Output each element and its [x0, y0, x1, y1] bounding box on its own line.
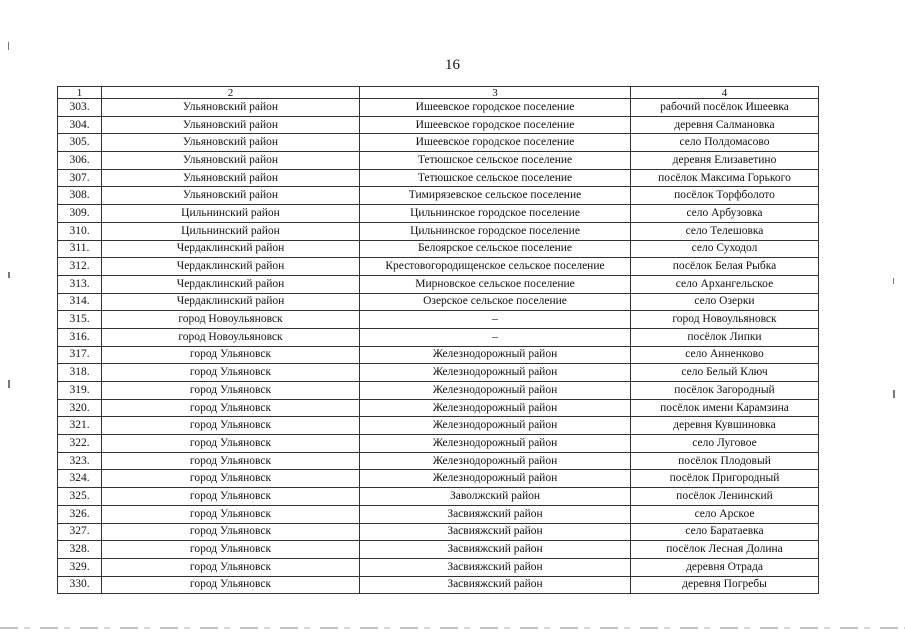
row-number-cell: 329.: [58, 558, 102, 576]
table-row: [58, 346, 819, 364]
settlement-unit-cell: Заволжский район: [360, 488, 631, 506]
table-row: [58, 417, 819, 435]
table-row: [58, 187, 819, 205]
row-number-cell: 317.: [58, 346, 102, 364]
locality-cell: село Телешовка: [631, 222, 819, 240]
table-row: [58, 364, 819, 382]
settlement-unit-cell: Озерское сельское поселение: [360, 293, 631, 311]
settlement-unit-cell: –: [360, 311, 631, 329]
locality-cell: деревня Елизаветино: [631, 152, 819, 170]
settlement-unit-cell: Железнодорожный район: [360, 435, 631, 453]
settlement-unit-cell: Железнодорожный район: [360, 382, 631, 400]
locality-cell: город Новоульяновск: [631, 311, 819, 329]
table-row: [58, 205, 819, 223]
table-row: [58, 99, 819, 117]
table-header: [58, 87, 819, 99]
municipality-cell: город Ульяновск: [102, 541, 360, 559]
municipality-cell: город Ульяновск: [102, 382, 360, 400]
scan-mark-left-top: [8, 42, 9, 50]
row-number-cell: 313.: [58, 275, 102, 293]
locality-cell: посёлок Максима Горького: [631, 169, 819, 187]
settlement-unit-cell: Ишеевское городское поселение: [360, 116, 631, 134]
municipality-cell: Цильнинский район: [102, 222, 360, 240]
settlement-unit-cell: Засвияжский район: [360, 523, 631, 541]
table-row: [58, 275, 819, 293]
table-row: [58, 240, 819, 258]
settlement-unit-cell: Засвияжский район: [360, 541, 631, 559]
table-row: [58, 152, 819, 170]
row-number-cell: 325.: [58, 488, 102, 506]
municipality-cell: город Ульяновск: [102, 523, 360, 541]
settlements-table: [57, 86, 819, 594]
table-row: [58, 558, 819, 576]
header-col-1: 1: [58, 87, 102, 99]
settlement-unit-cell: Цильнинское городское поселение: [360, 222, 631, 240]
row-number-cell: 306.: [58, 152, 102, 170]
municipality-cell: Цильнинский район: [102, 205, 360, 223]
municipality-cell: город Новоульяновск: [102, 311, 360, 329]
locality-cell: село Полдомасово: [631, 134, 819, 152]
row-number-cell: 326.: [58, 505, 102, 523]
settlement-unit-cell: Засвияжский район: [360, 558, 631, 576]
scan-mark-right-mid: [893, 390, 895, 398]
table-row: [58, 435, 819, 453]
row-number-cell: 320.: [58, 399, 102, 417]
locality-cell: посёлок Белая Рыбка: [631, 258, 819, 276]
row-number-cell: 312.: [58, 258, 102, 276]
scan-mark-left-low: [8, 380, 10, 388]
settlement-unit-cell: Крестовогородищенское сельское поселение: [360, 258, 631, 276]
municipality-cell: Чердаклинский район: [102, 240, 360, 258]
locality-cell: посёлок имени Карамзина: [631, 399, 819, 417]
municipality-cell: Чердаклинский район: [102, 258, 360, 276]
settlement-unit-cell: Засвияжский район: [360, 505, 631, 523]
municipality-cell: город Ульяновск: [102, 417, 360, 435]
table-row: [58, 134, 819, 152]
municipality-cell: Ульяновский район: [102, 169, 360, 187]
municipality-cell: Ульяновский район: [102, 134, 360, 152]
locality-cell: деревня Салмановка: [631, 116, 819, 134]
locality-cell: посёлок Торфболото: [631, 187, 819, 205]
row-number-cell: 322.: [58, 435, 102, 453]
row-number-cell: 327.: [58, 523, 102, 541]
locality-cell: посёлок Загородный: [631, 382, 819, 400]
locality-cell: посёлок Ленинский: [631, 488, 819, 506]
settlement-unit-cell: –: [360, 328, 631, 346]
municipality-cell: Ульяновский район: [102, 116, 360, 134]
locality-cell: посёлок Лесная Долина: [631, 541, 819, 559]
municipality-cell: Чердаклинский район: [102, 293, 360, 311]
municipality-cell: Ульяновский район: [102, 152, 360, 170]
page-number: 16: [445, 57, 460, 73]
municipality-cell: Ульяновский район: [102, 99, 360, 117]
scan-mark-right-top: [893, 278, 894, 284]
municipality-cell: Ульяновский район: [102, 187, 360, 205]
locality-cell: посёлок Пригородный: [631, 470, 819, 488]
municipality-cell: город Ульяновск: [102, 470, 360, 488]
row-number-cell: 324.: [58, 470, 102, 488]
settlement-unit-cell: Железнодорожный район: [360, 399, 631, 417]
table-row: [58, 222, 819, 240]
settlement-unit-cell: Тимирязевское сельское поселение: [360, 187, 631, 205]
settlement-unit-cell: Железнодорожный район: [360, 417, 631, 435]
table-row: [58, 169, 819, 187]
row-number-cell: 303.: [58, 99, 102, 117]
row-number-cell: 316.: [58, 328, 102, 346]
header-col-3: 3: [360, 87, 631, 99]
municipality-cell: город Новоульяновск: [102, 328, 360, 346]
locality-cell: село Архангельское: [631, 275, 819, 293]
locality-cell: деревня Погребы: [631, 576, 819, 594]
settlement-unit-cell: Тетюшское сельское поселение: [360, 169, 631, 187]
table-row: [58, 116, 819, 134]
row-number-cell: 330.: [58, 576, 102, 594]
row-number-cell: 321.: [58, 417, 102, 435]
settlement-unit-cell: Засвияжский район: [360, 576, 631, 594]
row-number-cell: 305.: [58, 134, 102, 152]
header-row: [58, 87, 819, 99]
locality-cell: село Баратаевка: [631, 523, 819, 541]
municipality-cell: город Ульяновск: [102, 452, 360, 470]
settlement-unit-cell: Железнодорожный район: [360, 346, 631, 364]
locality-cell: село Анненково: [631, 346, 819, 364]
header-col-2: 2: [102, 87, 360, 99]
locality-cell: село Луговое: [631, 435, 819, 453]
municipality-cell: город Ульяновск: [102, 435, 360, 453]
row-number-cell: 314.: [58, 293, 102, 311]
municipality-cell: город Ульяновск: [102, 576, 360, 594]
row-number-cell: 307.: [58, 169, 102, 187]
table-row: [58, 382, 819, 400]
table-row: [58, 328, 819, 346]
settlement-unit-cell: Цильнинское городское поселение: [360, 205, 631, 223]
row-number-cell: 323.: [58, 452, 102, 470]
scan-mark-left-mid: [8, 272, 10, 278]
settlement-unit-cell: Тетюшское сельское поселение: [360, 152, 631, 170]
header-col-4: 4: [631, 87, 819, 99]
locality-cell: село Суходол: [631, 240, 819, 258]
row-number-cell: 319.: [58, 382, 102, 400]
locality-cell: посёлок Плодовый: [631, 452, 819, 470]
row-number-cell: 315.: [58, 311, 102, 329]
settlement-unit-cell: Железнодорожный район: [360, 452, 631, 470]
row-number-cell: 310.: [58, 222, 102, 240]
locality-cell: рабочий посёлок Ишеевка: [631, 99, 819, 117]
locality-cell: село Белый Ключ: [631, 364, 819, 382]
settlement-unit-cell: Белоярское сельское поселение: [360, 240, 631, 258]
table-row: [58, 523, 819, 541]
table-row: [58, 452, 819, 470]
municipality-cell: город Ульяновск: [102, 346, 360, 364]
settlement-unit-cell: Железнодорожный район: [360, 364, 631, 382]
locality-cell: деревня Кувшиновка: [631, 417, 819, 435]
locality-cell: село Арбузовка: [631, 205, 819, 223]
settlement-unit-cell: Ишеевское городское поселение: [360, 134, 631, 152]
municipality-cell: Чердаклинский район: [102, 275, 360, 293]
row-number-cell: 308.: [58, 187, 102, 205]
municipality-cell: город Ульяновск: [102, 558, 360, 576]
municipality-cell: город Ульяновск: [102, 399, 360, 417]
table-row: [58, 488, 819, 506]
table-row: [58, 258, 819, 276]
locality-cell: деревня Отрада: [631, 558, 819, 576]
row-number-cell: 318.: [58, 364, 102, 382]
settlement-unit-cell: Ишеевское городское поселение: [360, 99, 631, 117]
settlement-unit-cell: Мирновское сельское поселение: [360, 275, 631, 293]
locality-cell: село Озерки: [631, 293, 819, 311]
row-number-cell: 304.: [58, 116, 102, 134]
table-row: [58, 470, 819, 488]
row-number-cell: 328.: [58, 541, 102, 559]
locality-cell: село Арское: [631, 505, 819, 523]
table-row: [58, 293, 819, 311]
settlement-unit-cell: Железнодорожный район: [360, 470, 631, 488]
table-row: [58, 576, 819, 594]
table-row: [58, 311, 819, 329]
row-number-cell: 311.: [58, 240, 102, 258]
row-number-cell: 309.: [58, 205, 102, 223]
table-row: [58, 399, 819, 417]
table-row: [58, 541, 819, 559]
locality-cell: посёлок Липки: [631, 328, 819, 346]
municipality-cell: город Ульяновск: [102, 505, 360, 523]
municipality-cell: город Ульяновск: [102, 488, 360, 506]
table-row: [58, 505, 819, 523]
scan-bottom-strip: [0, 627, 905, 629]
table-body: [58, 99, 819, 594]
municipality-cell: город Ульяновск: [102, 364, 360, 382]
